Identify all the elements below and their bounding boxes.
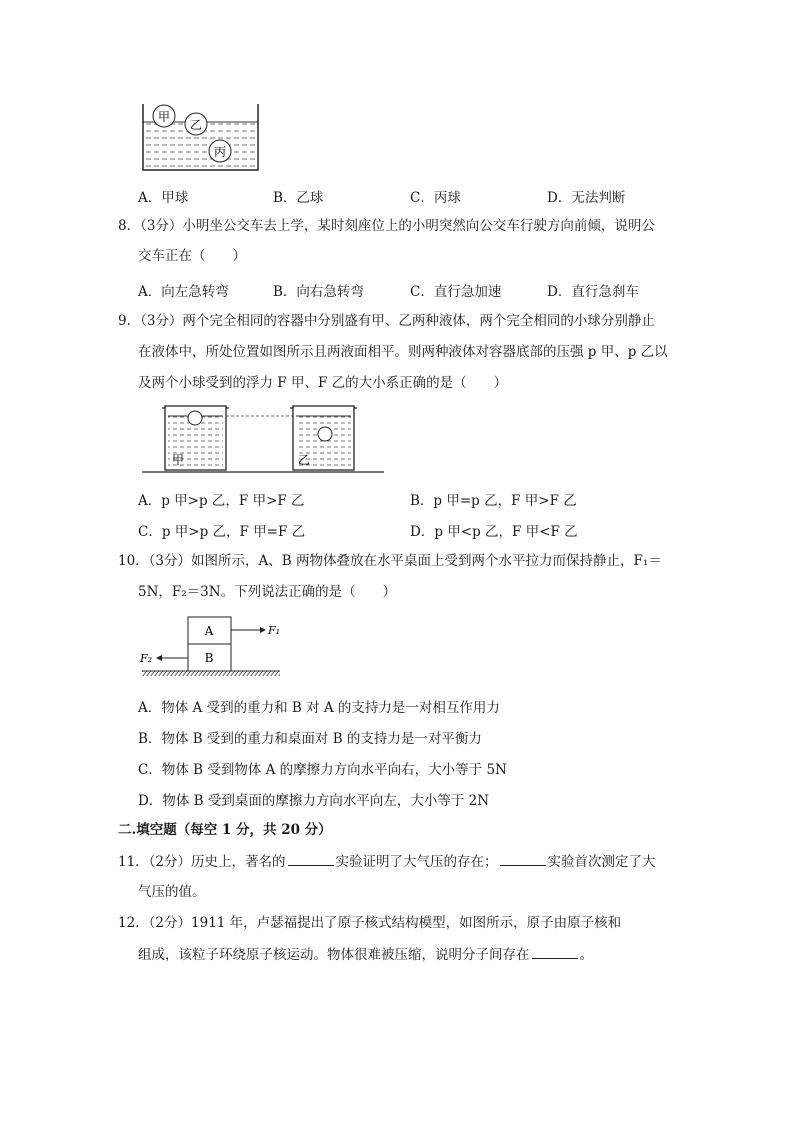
q9-stem-line2: 在液体中，所处位置如图所示且两液面相平。则两种液体对容器底部的压强 p 甲、p 乙以 [138,344,668,360]
ball-in-yi [318,427,332,441]
q12-text-a: 组成，该粒子环绕原子核运动。物体很难被压缩，说明分子间存在 [138,947,530,963]
ball-yi-label: 乙 [189,118,203,132]
q10-option-c: C．物体 B 受到物体 A 的摩擦力方向水平向右，大小等于 5N [138,762,507,778]
q10-figure [138,612,288,682]
q7-option-d: D．无法判断 [547,190,626,206]
container-jia-label: 甲 [172,453,185,467]
ball-jia-label: 甲 [157,110,171,124]
q8-option-b: B．向右急转弯 [273,284,364,300]
container-yi-label: 乙 [298,453,311,467]
q12-stem-line1: 12．（2分）1911 年，卢瑟福提出了原子核式结构模型，如图所示，原子由原子核和 [118,915,622,931]
ball-bing-label: 丙 [213,145,227,159]
q11-text-b: 实验证明了大气压的存在； [335,854,498,870]
q9-stem-line3: 及两个小球受到的浮力 F 甲、F 乙的大小系正确的是（ ） [138,375,508,391]
q7-option-c: C．丙球 [410,190,461,206]
q11-blank-2[interactable] [500,851,546,866]
q11-blank-1[interactable] [288,851,334,866]
q9-option-c: C．p 甲>p 乙，F 甲=F 乙 [138,524,306,540]
q10-option-a: A．物体 A 受到的重力和 B 对 A 的支持力是一对相互作用力 [138,700,500,716]
q7-figure [138,100,264,175]
q9-option-b: B．p 甲=p 乙，F 甲>F 乙 [410,493,577,509]
force-1-label: F₁ [268,624,281,637]
q8-option-d: D．直行急刹车 [547,284,639,300]
q11-stem-line2: 气压的值。 [138,884,206,900]
q9-figure [138,402,388,478]
q8-stem-line2: 交车正在（ ） [138,248,246,264]
q12-text-b: 。 [579,947,593,963]
q7-option-a: A．甲球 [138,190,189,206]
ball-in-jia [188,411,202,425]
q10-option-b: B．物体 B 受到的重力和桌面对 B 的支持力是一对平衡力 [138,731,482,747]
q11-text-c: 实验首次测定了大 [547,854,656,870]
q8-option-c: C．直行急加速 [410,284,502,300]
ground [142,671,280,676]
block-a-label: A [204,624,214,638]
q8-option-a: A．向左急转弯 [138,284,229,300]
q12-stem-line2 [138,944,593,965]
q10-option-d: D．物体 B 受到桌面的摩擦力方向水平向左，大小等于 2N [138,793,490,809]
q12-blank-1[interactable] [532,944,578,959]
q11-stem-line1 [118,851,656,872]
q7-option-b: B．乙球 [273,190,324,206]
q10-stem-line2: 5N，F₂＝3N。下列说法正确的是（ ） [138,584,397,600]
block-b-label: B [204,651,214,665]
q11-text-a: 11．（2分）历史上，著名的 [118,854,286,870]
q9-option-d: D．p 甲<p 乙，F 甲<F 乙 [410,524,578,540]
q9-stem-line1: 9．（3分）两个完全相同的容器中分别盛有甲、乙两种液体，两个完全相同的小球分别静止 [118,313,655,329]
q10-stem-line1: 10．（3分）如图所示，A、B 两物体叠放在水平桌面上受到两个水平拉力而保持静止，F₁＝ [118,553,662,569]
q9-option-a: A．p 甲>p 乙，F 甲>F 乙 [138,493,305,509]
q8-stem-line1: 8．（3分）小明坐公交车去上学，某时刻座位上的小明突然向公交车行驶方向前倾，说明公 [118,218,655,234]
section-title: 二.填空题（每空 1 分，共 20 分） [118,822,332,838]
force-2-label: F₂ [140,652,153,665]
